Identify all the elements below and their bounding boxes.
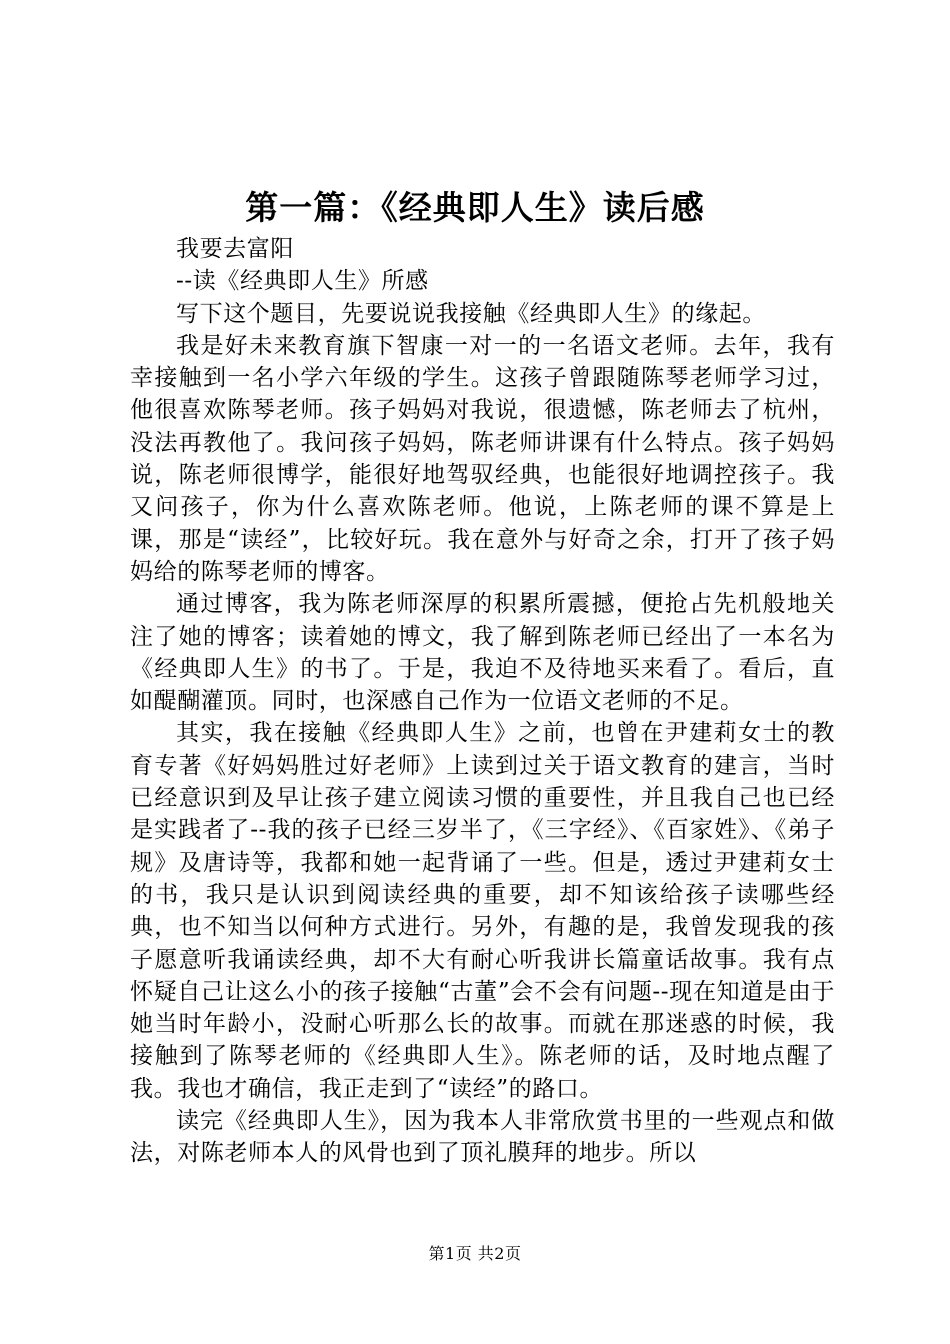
paragraph: 写下这个题目，先要说说我接触《经典即人生》的缘起。	[176, 300, 766, 327]
paragraph: 通过博客，我为陈老师深厚的积累所震撼，便抢占先机般地关注了她的博客；读着她的博文，我了解到陈老师已经出了一本名为《经典即人生》的书了。于是，我迫不及待地买来看了。看后，直如醍醐灌顶。同时，也深感自己作为一位语文老师的不足。	[130, 591, 835, 715]
paragraph-subtitle: 我要去富阳	[176, 236, 294, 262]
paragraph-subtitle-2: --读《经典即人生》所感	[176, 268, 429, 295]
document-title: 第一篇：《经典即人生》读后感	[245, 188, 705, 227]
paragraph: 读完《经典即人生》，因为我本人非常欣赏书里的一些观点和做法，对陈老师本人的风骨也到了顶礼膜拜的地步。所以	[130, 1108, 835, 1167]
paragraph: 其实，我在接触《经典即人生》之前，也曾在尹建莉女士的教育专著《好妈妈胜过好老师》上读到过关于语文教育的建言，当时已经意识到及早让孩子建立阅读习惯的重要性，并且我自己也已经是实践者了--我的孩子已经三岁半了，《三字经》、《百家姓》、《弟子规》及唐诗等，我都和她一起背诵了一些。但是，透过尹建莉女士的书，我只是认识到阅读经典的重要，却不知该给孩子读哪些经典，也不知当以何种方式进行。另外，有趣的是，我曾发现我的孩子愿意听我诵读经典，却不大有耐心听我讲长篇童话故事。我有点怀疑自己让这么小的孩子接触“古董”会不会有问题--现在知道是由于她当时年龄小，没耐心听那么长的故事。而就在那迷惑的时候，我接触到了陈琴老师的《经典即人生》。陈老师的话，及时地点醒了我。我也才确信，我正走到了“读经”的路口。	[130, 720, 835, 1102]
page-footer: 第1页 共2页	[428, 1244, 522, 1263]
paragraph: 我是好未来教育旗下智康一对一的一名语文老师。去年，我有幸接触到一名小学六年级的学生。这孩子曾跟随陈琴老师学习过，他很喜欢陈琴老师。孩子妈妈对我说，很遗憾，陈老师去了杭州，没法再教他了。我问孩子妈妈，陈老师讲课有什么特点。孩子妈妈说，陈老师很博学，能很好地驾驭经典，也能很好地调控孩子。我又问孩子，你为什么喜欢陈老师。他说，上陈老师的课不算是上课，那是“读经”，比较好玩。我在意外与好奇之余，打开了孩子妈妈给的陈琴老师的博客。	[130, 332, 835, 585]
document-body	[130, 233, 835, 1170]
